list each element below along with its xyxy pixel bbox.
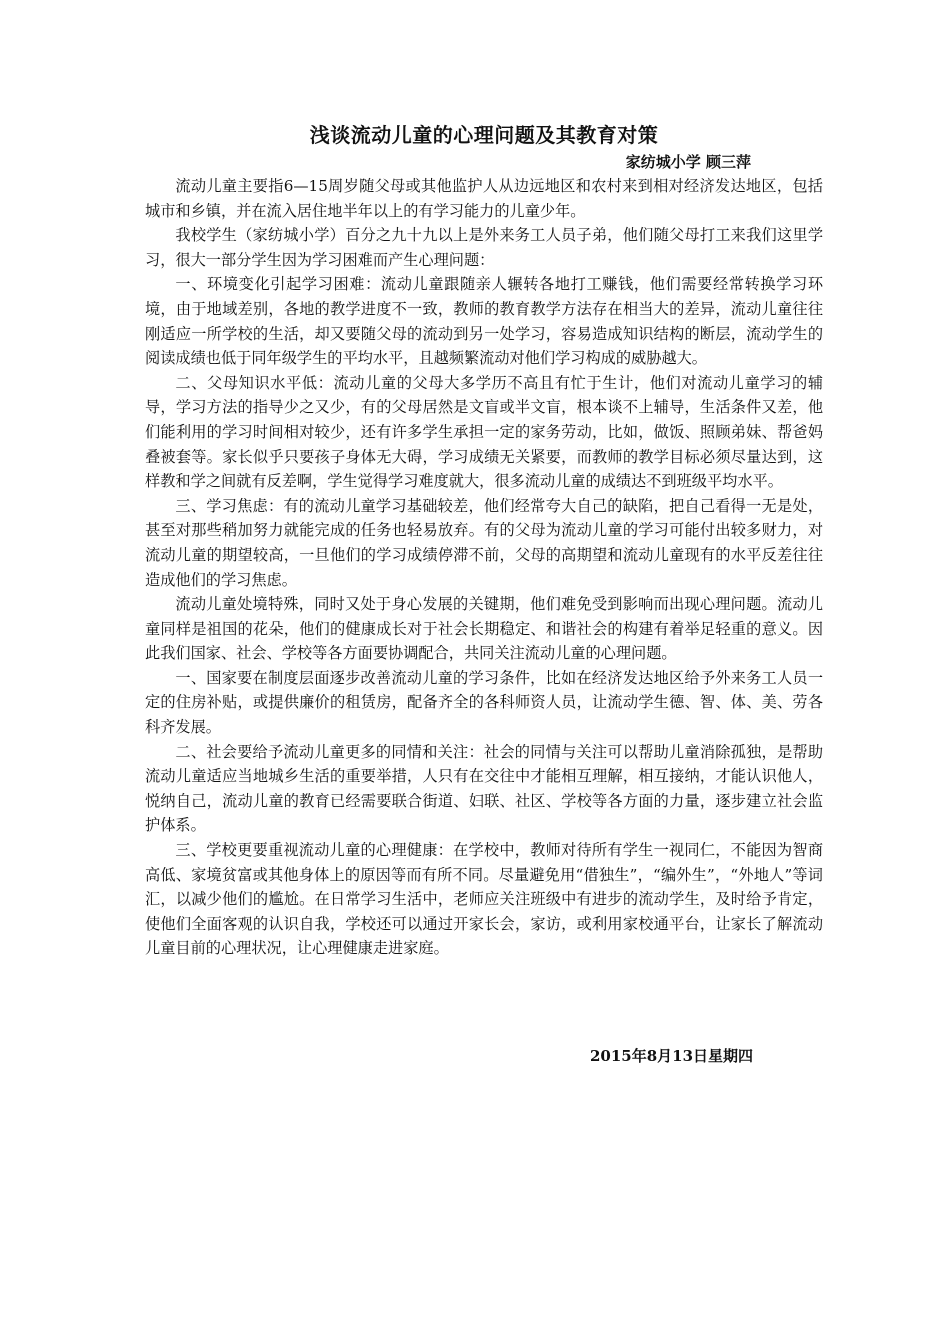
document-date: 2015年8月13日星期四: [590, 1047, 754, 1065]
paragraph-problem-parents: 二、父母知识水平低：流动儿童的父母大多学历不高且有忙于生计，他们对流动儿童学习的辅导，学习方法的指导少之又少，有的父母居然是文盲或半文盲，根本谈不上辅导，生活条件又差，他们能利用的学习时间相对较少，还有许多学生承担一定的家务劳动，比如，做饭、照顾弟妹、帮爸妈叠被套等。家长似乎只要孩子身体无大碍，学习成绩无关紧要，而教师的教学目标必须尽量达到，这样教和学之间就有反差啊，学生觉得学习难度就大，很多流动儿童的成绩达不到班级平均水平。: [145, 373, 823, 491]
paragraph-problem-anxiety: 三、学习焦虑：有的流动儿童学习基础较差，他们经常夸大自己的缺陷，把自己看得一无是处，甚至对那些稍加努力就能完成的任务也轻易放弃。有的父母为流动儿童的学习可能付出较多财力，对流动儿童的期望较高，一旦他们的学习成绩停滞不前，父母的高期望和流动儿童现有的水平反差往往造成他们的学习焦虑。: [145, 496, 823, 589]
paragraph-transition: 流动儿童处境特殊，同时又处于身心发展的关键期，他们难免受到影响而出现心理问题。流动儿童同样是祖国的花朵，他们的健康成长对于社会长期稳定、和谐社会的构建有着举足轻重的意义。因此我们国家、社会、学校等各方面要协调配合，共同关注流动儿童的心理问题。: [145, 595, 823, 663]
document-author: 家纺城小学 顾三萍: [625, 153, 751, 171]
document-title: 浅谈流动儿童的心理问题及其教育对策: [309, 123, 659, 147]
document-body: [145, 120, 823, 961]
paragraph-school-intro: 我校学生（家纺城小学）百分之九十九以上是外来务工人员子弟，他们随父母打工来我们这里学习，很大一部分学生因为学习困难而产生心理问题：: [145, 226, 823, 269]
paragraph-measure-state: 一、国家要在制度层面逐步改善流动儿童的学习条件，比如在经济发达地区给予外来务工人员一定的住房补贴，或提供廉价的租赁房，配备齐全的各科师资人员，让流动学生德、智、体、美、劳各科齐发展。: [145, 668, 823, 737]
paragraph-measure-school: 三、学校更要重视流动儿童的心理健康：在学校中，教师对待所有学生一视同仁，不能因为智商高低、家境贫富或其他身体上的原因等而有所不同。尽量避免用“借独生”，“编外生”，“外地人”等词汇，以减少他们的尴尬。在日常学习生活中，老师应关注班级中有进步的流动学生，及时给予肯定，使他们全面客观的认识自我，学校还可以通过开家长会，家访，或利用家校通平台，让家长了解流动儿童目前的心理状况，让心理健康走进家庭。: [145, 841, 823, 958]
paragraph-measure-society: 二、社会要给予流动儿童更多的同情和关注：社会的同情与关注可以帮助儿童消除孤独，是帮助流动儿童适应当地城乡生活的重要举措，人只有在交往中才能相互理解，相互接纳，才能认识他人，悦纳自己，流动儿童的教育已经需要联合街道、妇联、社区、学校等各方面的力量，逐步建立社会监护体系。: [145, 742, 823, 835]
paragraph-definition: 流动儿童主要指6—15周岁随父母或其他监护人从边远地区和农村来到相对经济发达地区，包括城市和乡镇，并在流入居住地半年以上的有学习能力的儿童少年。: [145, 177, 823, 220]
paragraph-problem-environment: 一、环境变化引起学习困难：流动儿童跟随亲人辗转各地打工赚钱，他们需要经常转换学习环境，由于地域差别，各地的教学进度不一致，教师的教育教学方法存在相当大的差异，流动儿童往往刚适应一所学校的生活，却又要随父母的流动到另一处学习，容易造成知识结构的断层，流动学生的阅读成绩也低于同年级学生的平均水平，且越频繁流动对他们学习构成的威胁越大。: [145, 275, 823, 368]
